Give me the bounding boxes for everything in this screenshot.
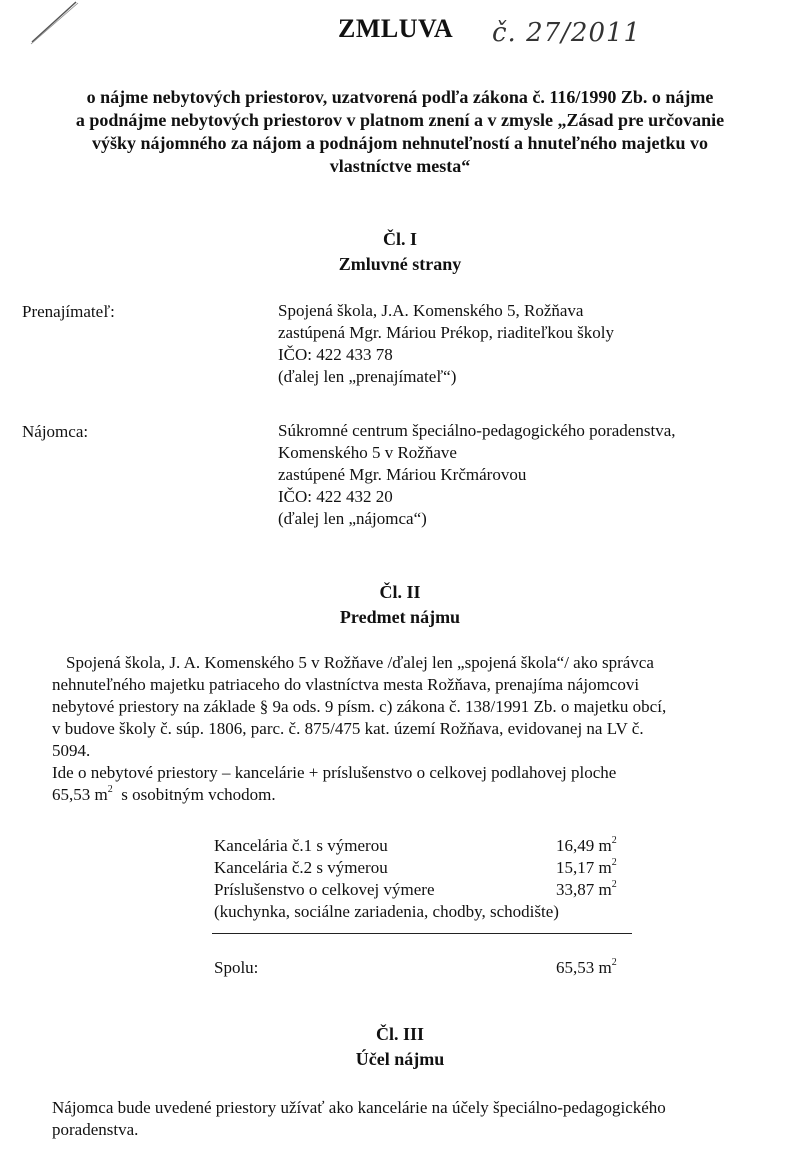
total-label: Spolu: xyxy=(214,958,259,977)
landlord-line: IČO: 422 433 78 xyxy=(278,345,393,364)
room-area-table xyxy=(214,835,634,923)
rooms-note: (kuchynka, sociálne zariadenia, chodby, schodište) xyxy=(214,902,559,921)
total-row-table xyxy=(214,957,634,979)
unit-superscript: 2 xyxy=(107,784,113,795)
landlord-line: Spojená škola, J.A. Komenského 5, Rožňava xyxy=(278,301,584,320)
total-area-line xyxy=(52,784,772,806)
total-row xyxy=(214,957,634,979)
total-value: 65,53 m xyxy=(556,958,612,977)
tenant-line: zastúpené Mgr. Máriou Krčmárovou xyxy=(278,465,527,484)
landlord-label: Prenajímateľ: xyxy=(22,302,115,321)
room-area-value: 33,87 m xyxy=(556,880,612,899)
subtitle-line: a podnájme nebytových priestorov v platnom znení a v zmysle „Zásad pre určovanie xyxy=(75,110,725,130)
room-name: Kancelária č.1 s výmerou xyxy=(214,836,388,855)
room-area xyxy=(556,857,617,879)
sum-divider-line xyxy=(212,933,632,934)
room-area-value: 15,17 m xyxy=(556,858,612,877)
unit-superscript: 2 xyxy=(611,835,617,846)
room-row xyxy=(214,857,634,879)
landlord-details xyxy=(278,300,614,388)
total-area-value: 65,53 m xyxy=(52,785,108,804)
tenant-line: (ďalej len „nájomca“) xyxy=(278,509,427,528)
entrance-note: s osobitným vchodom. xyxy=(112,785,276,804)
landlord-line: zastúpená Mgr. Máriou Prékop, riaditeľkou školy xyxy=(278,323,614,342)
article-2-paragraph-cont xyxy=(52,674,772,806)
subtitle-line: o nájme nebytových priestorov, uzatvorená podľa zákona č. 116/1990 Zb. o nájme xyxy=(86,87,714,107)
paragraph-line: 5094. xyxy=(52,741,91,760)
article-1-number: Čl. I xyxy=(382,229,417,249)
tenant-line: Súkromné centrum špeciálno-pedagogického poradenstva, xyxy=(278,421,676,440)
paragraph-line: Ide o nebytové priestory – kancelárie + príslušenstvo o celkovej podlahovej ploche xyxy=(52,763,617,782)
tenant-line: Komenského 5 v Rožňave xyxy=(278,443,457,462)
paragraph-line: v budove školy č. súp. 1806, parc. č. 875/475 kat. území Rožňava, evidovanej na LV č. xyxy=(52,719,644,738)
room-row xyxy=(214,879,634,901)
article-1-heading xyxy=(0,227,800,277)
article-2-number: Čl. II xyxy=(379,582,421,602)
room-area xyxy=(556,879,617,901)
subtitle-line: vlastníctve mesta“ xyxy=(329,156,471,176)
room-note-row xyxy=(214,901,634,923)
paragraph-line: nehnuteľného majetku patriaceho do vlastníctva mesta Rožňava, prenajíma nájomcovi xyxy=(52,675,640,694)
paragraph-line: nebytové priestory na základe § 9a ods. 9 písm. c) zákona č. 138/1991 Zb. o majetku obcí, xyxy=(52,697,667,716)
handwritten-contract-number: č. 27/2011 xyxy=(492,18,642,48)
tenant-line: IČO: 422 432 20 xyxy=(278,487,393,506)
pen-stroke-mark xyxy=(28,0,80,46)
room-area xyxy=(556,835,617,857)
article-2-paragraph xyxy=(66,652,786,674)
room-name: Príslušenstvo o celkovej výmere xyxy=(214,880,435,899)
room-name: Kancelária č.2 s výmerou xyxy=(214,858,388,877)
tenant-label: Nájomca: xyxy=(22,422,89,441)
article-3-title: Účel nájmu xyxy=(355,1049,445,1069)
document-title: ZMLUVA xyxy=(338,14,454,43)
tenant-details xyxy=(278,420,675,530)
article-3-heading xyxy=(0,1022,800,1072)
unit-superscript: 2 xyxy=(611,957,617,968)
unit-superscript: 2 xyxy=(611,879,617,890)
article-1-title: Zmluvné strany xyxy=(338,254,462,274)
room-area-value: 16,49 m xyxy=(556,836,612,855)
document-subtitle xyxy=(0,86,800,178)
unit-superscript: 2 xyxy=(611,857,617,868)
article-2-heading xyxy=(0,580,800,630)
subtitle-line: výšky nájomného za nájom a podnájom nehnuteľností a hnuteľného majetku vo xyxy=(92,133,708,153)
landlord-line: (ďalej len „prenajímateľ“) xyxy=(278,367,457,386)
article-2-title: Predmet nájmu xyxy=(339,607,461,627)
article-3-number: Čl. III xyxy=(375,1024,424,1044)
room-row xyxy=(214,835,634,857)
article-3-paragraph xyxy=(52,1097,772,1141)
paragraph-line: poradenstva. xyxy=(52,1120,139,1139)
paragraph-line: Spojená škola, J. A. Komenského 5 v Rožňave /ďalej len „spojená škola“/ ako správca xyxy=(66,653,654,672)
paragraph-line: Nájomca bude uvedené priestory užívať ako kancelárie na účely špeciálno-pedagogického xyxy=(52,1098,666,1117)
total-area xyxy=(556,957,617,979)
